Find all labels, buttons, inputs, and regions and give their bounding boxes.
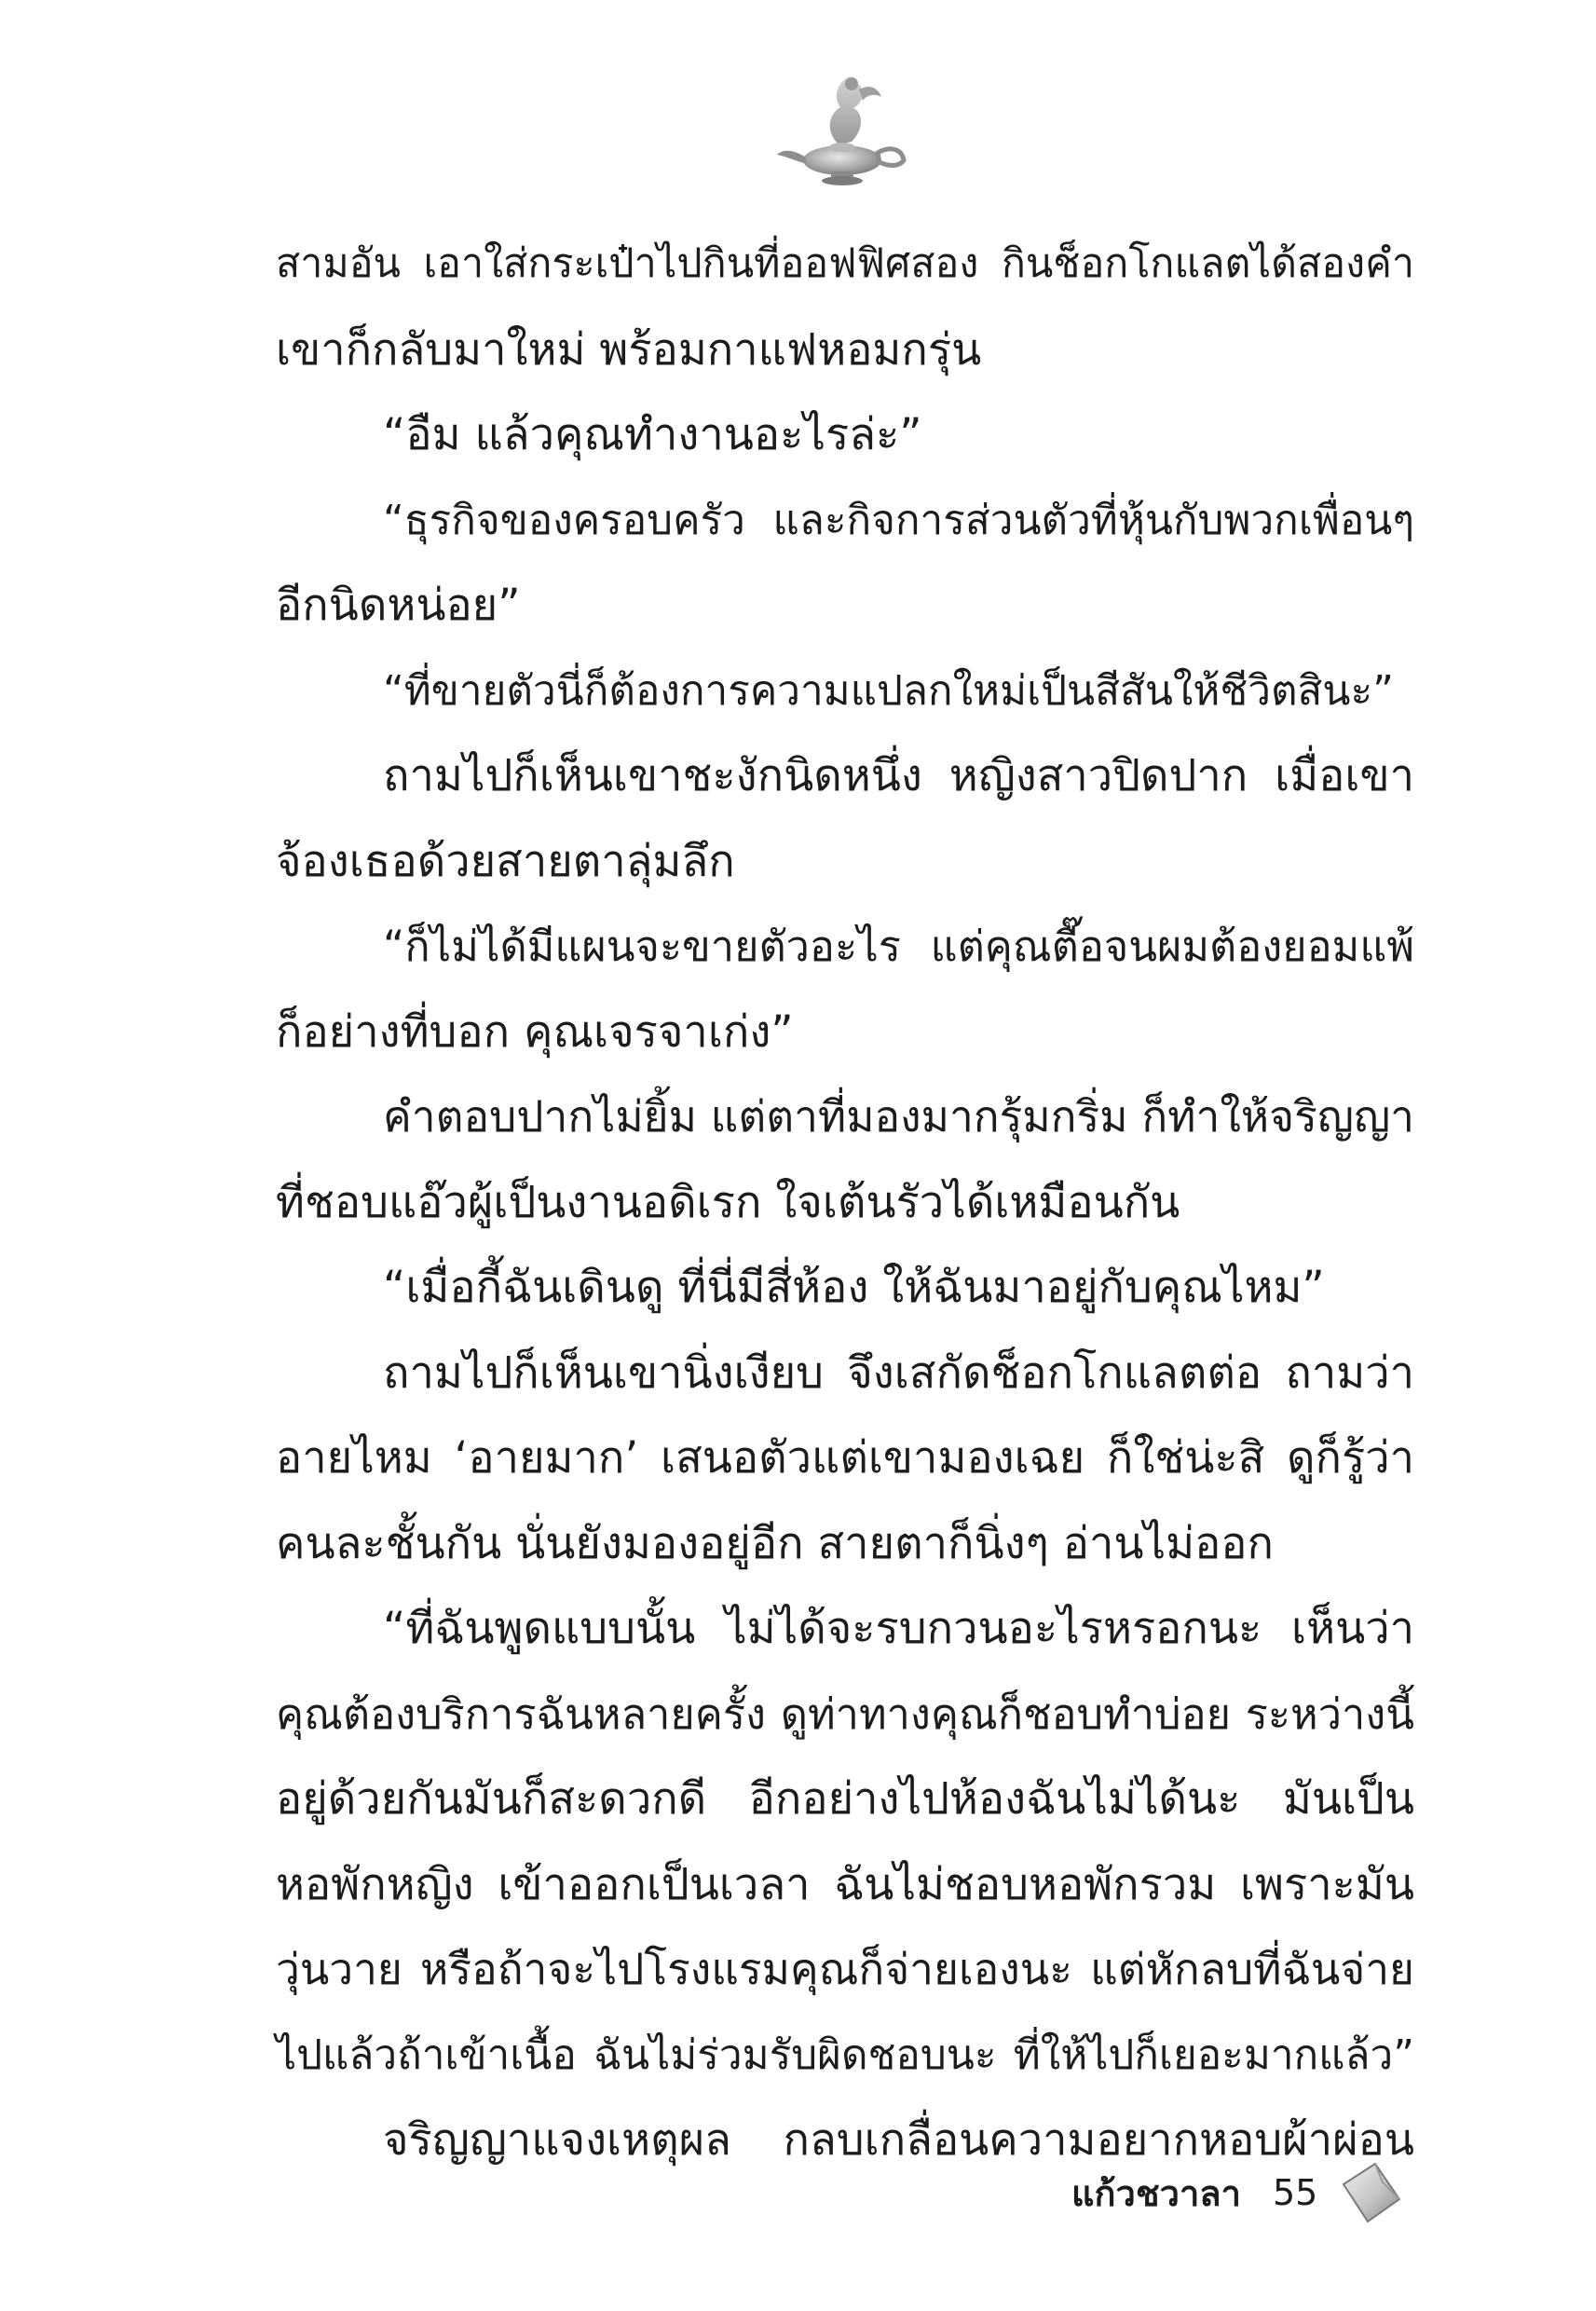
page-body-text bbox=[276, 222, 1414, 2183]
text-line: คุณต้องบริการฉันหลายครั้ง ดูท่าทางคุณก็ชอบทำบ่อย ระหว่างนี้ bbox=[276, 1689, 1414, 1739]
text-line: ไปแล้วถ้าเข้าเนื้อ ฉันไม่ร่วมรับผิดชอบนะ ที่ให้ไปก็เยอะมากแล้ว” bbox=[276, 2031, 1414, 2079]
page-footer bbox=[1071, 2160, 1403, 2225]
text-line: อายไหม ‘อายมาก’ เสนอตัวแต่เขามองเฉย ก็ใช่น่ะสิ ดูก็รู้ว่า bbox=[276, 1432, 1414, 1484]
text-line: “ที่ฉันพูดแบบนั้น ไม่ได้จะรบกวนอะไรหรอกนะ เห็นว่า bbox=[383, 1603, 1414, 1654]
text-line: จ้องเธอด้วยสายตาลุ่มลึก bbox=[276, 835, 735, 887]
genie-lamp-icon bbox=[773, 56, 913, 196]
text-line: อยู่ด้วยกันมันก็สะดวกดี อีกอย่างไปห้องฉันไม่ได้นะ มันเป็น bbox=[276, 1773, 1414, 1825]
text-line: “อืม แล้วคุณทำงานอะไรล่ะ” bbox=[383, 409, 922, 460]
text-line: “เมื่อกี้ฉันเดินดู ที่นี่มีสี่ห้อง ให้ฉันมาอยู่กับคุณไหม” bbox=[383, 1262, 1325, 1313]
text-line: “ที่ขายตัวนี่ก็ต้องการความแปลกใหม่เป็นสีสันให้ชีวิตสินะ” bbox=[383, 666, 1394, 715]
text-line: ถามไปก็เห็นเขาชะงักนิดหนึ่ง หญิงสาวปิดปาก เมื่อเขา bbox=[383, 750, 1414, 801]
page-number: 55 bbox=[1272, 2172, 1318, 2213]
text-line: อีกนิดหน่อย” bbox=[276, 580, 521, 631]
text-line: ถามไปก็เห็นเขานิ่งเงียบ จึงเสกัดช็อกโกแลตต่อ ถามว่า bbox=[383, 1347, 1414, 1399]
text-line: ที่ชอบแอ๊วผู้เป็นงานอดิเรก ใจเต้นรัวได้เหมือนกัน bbox=[276, 1176, 1180, 1228]
text-line: หอพักหญิง เข้าออกเป็นเวลา ฉันไม่ชอบหอพักรวม เพราะมัน bbox=[276, 1858, 1414, 1910]
text-line: เขาก็กลับมาใหม่ พร้อมกาแฟหอมกรุ่น bbox=[276, 323, 982, 376]
text-line: วุ่นวาย หรือถ้าจะไปโรงแรมคุณก็จ่ายเองนะ แต่หักลบที่ฉันจ่าย bbox=[276, 1944, 1414, 1994]
text-line: “ธุรกิจของครอบครัว และกิจการส่วนตัวที่หุ้นกับพวกเพื่อนๆ bbox=[383, 496, 1414, 544]
text-line: สามอัน เอาใส่กระเป๋าไปกินที่ออฟฟิศสอง กินช็อกโกแลตได้สองคำ bbox=[276, 240, 1414, 287]
folded-paper-icon bbox=[1338, 2160, 1403, 2225]
text-line: คนละชั้นกัน นั่นยังมองอยู่อีก สายตาก็นิ่งๆ อ่านไม่ออก bbox=[276, 1517, 1274, 1569]
text-line: คำตอบปากไม่ยิ้ม แต่ตาที่มองมากรุ้มกริ่ม ก็ทำให้จริญญา bbox=[383, 1091, 1414, 1142]
book-title: แก้วชวาลา bbox=[1071, 2172, 1241, 2214]
text-line: “ก็ไม่ได้มีแผนจะขายตัวอะไร แต่คุณตื๊อจนผมต้องยอมแพ้ bbox=[383, 922, 1414, 971]
text-line: ก็อย่างที่บอก คุณเจรจาเก่ง” bbox=[276, 1005, 794, 1058]
text-line: จริญญาแจงเหตุผล กลบเกลื่อนความอยากหอบผ้าผ่อน bbox=[383, 2114, 1414, 2166]
